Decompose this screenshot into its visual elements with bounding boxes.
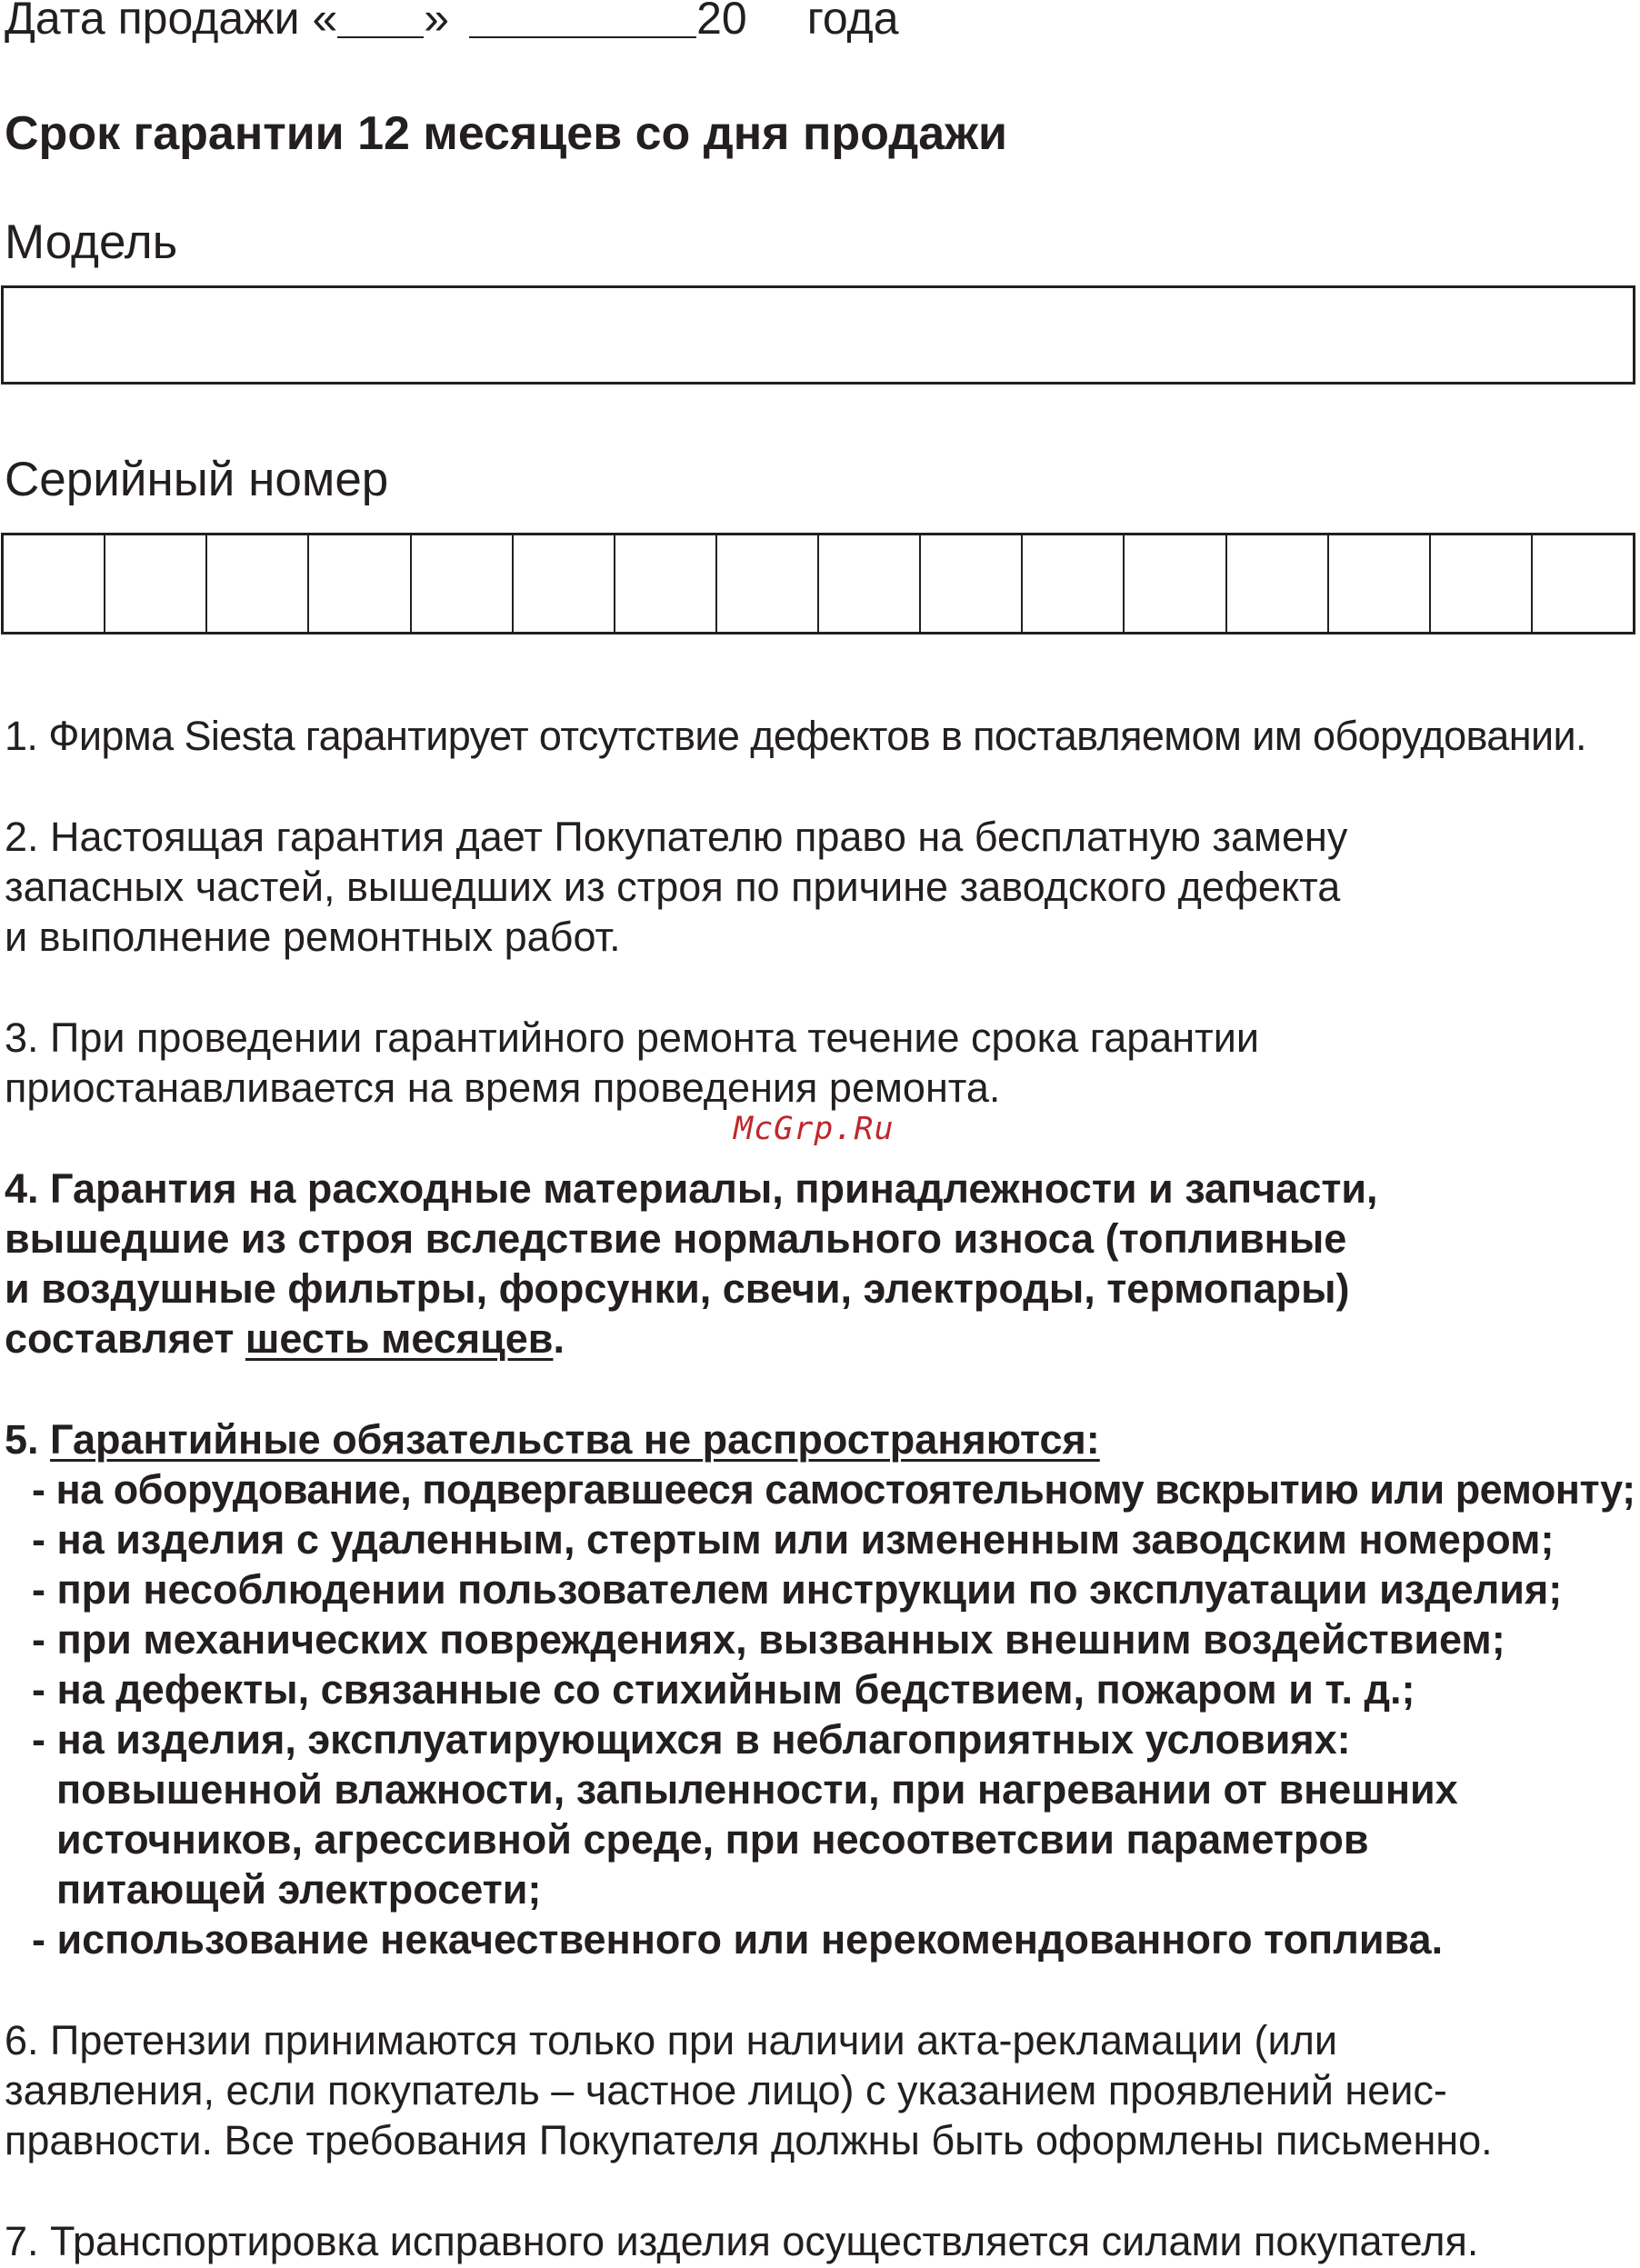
serial-digit-cell[interactable]: [1431, 535, 1533, 632]
model-label: Модель: [5, 215, 178, 269]
clause-4-line: и воздушные фильтры, форсунки, свечи, электроды, термопары): [5, 1265, 1350, 1312]
clause-5-title-line: [5, 1414, 1100, 1465]
serial-digit-cell[interactable]: [207, 535, 309, 632]
clause-2-line: и выполнение ремонтных работ.: [5, 914, 621, 960]
clause-5-item: - использование некачественного или нерекомендованного топлива.: [32, 1916, 1444, 1963]
serial-digit-cell[interactable]: [412, 535, 514, 632]
serial-number-grid: [1, 533, 1635, 634]
clause-4-line: вышедшие из строя вследствие нормального износа (топливные: [5, 1215, 1347, 1262]
clause-3-line: 3. При проведении гарантийного ремонта течение срока гарантии: [5, 1014, 1260, 1061]
clause-5-item: - на дефекты, связанные со стихийным бедствием, пожаром и т. д.;: [32, 1666, 1415, 1713]
clause-5-continuation: повышенной влажности, запыленности, при нагревании от внешних: [56, 1766, 1458, 1813]
serial-digit-cell[interactable]: [1125, 535, 1226, 632]
serial-digit-cell[interactable]: [4, 535, 105, 632]
sale-date-label: Дата продажи «: [5, 0, 338, 44]
serial-digit-cell[interactable]: [921, 535, 1023, 632]
clause-7: 7. Транспортировка исправного изделия осуществляется силами покупателя.: [5, 2218, 1479, 2264]
clause-5-title: Гарантийные обязательства не распространяются:: [50, 1416, 1100, 1463]
clause-3-line: приостанавливается на время проведения ремонта.: [5, 1064, 1001, 1111]
clause-5-continuation: питающей электросети;: [56, 1866, 542, 1913]
clause-6-line: 6. Претензии принимаются только при наличии акта-рекламации (или: [5, 2017, 1338, 2063]
serial-digit-cell[interactable]: [514, 535, 615, 632]
model-field[interactable]: [1, 285, 1635, 385]
clause-5-item: - на изделия, эксплуатирующихся в неблагоприятных условиях:: [32, 1716, 1351, 1763]
clause-6-line: правности. Все требования Покупателя должны быть оформлены письменно.: [5, 2117, 1493, 2163]
sale-date-quote: »: [424, 0, 450, 44]
clause-2-line: запасных частей, вышедших из строя по причине заводского дефекта: [5, 864, 1341, 910]
clause-5-item: - на оборудование, подвергавшееся самостоятельному вскрытию или ремонту;: [32, 1466, 1635, 1513]
clause-5-number: 5.: [5, 1416, 51, 1463]
serial-digit-cell[interactable]: [1533, 535, 1633, 632]
clause-5-item: - при механических повреждениях, вызванных внешним воздействием;: [32, 1616, 1505, 1663]
serial-digit-cell[interactable]: [615, 535, 717, 632]
warranty-heading: Срок гарантии 12 месяцев со дня продажи: [5, 107, 1007, 160]
clause-5-continuation: источников, агрессивной среде, при несоответсвии параметров: [56, 1816, 1369, 1863]
serial-digit-cell[interactable]: [1227, 535, 1329, 632]
serial-digit-cell[interactable]: [819, 535, 921, 632]
serial-digit-cell[interactable]: [717, 535, 819, 632]
serial-digit-cell[interactable]: [1023, 535, 1125, 632]
sale-month-blank[interactable]: [469, 0, 696, 38]
sale-date-line: [5, 0, 899, 45]
clause-2-line: 2. Настоящая гарантия дает Покупателю право на бесплатную замену: [5, 814, 1348, 860]
sale-day-blank[interactable]: [337, 0, 424, 38]
serial-digit-cell[interactable]: [1329, 535, 1431, 632]
clause-4-line: 4. Гарантия на расходные материалы, принадлежности и запчасти,: [5, 1165, 1378, 1212]
clause-5-item: - на изделия с удаленным, стертым или измененным заводским номером;: [32, 1516, 1555, 1563]
serial-digit-cell[interactable]: [105, 535, 207, 632]
clause-4-period: шесть месяцев: [245, 1315, 554, 1362]
clause-6-line: заявления, если покупатель – частное лицо) с указанием проявлений неис-: [5, 2067, 1447, 2113]
serial-digit-cell[interactable]: [309, 535, 411, 632]
clause-4-last-line: [5, 1314, 565, 1364]
serial-label: Серийный номер: [5, 453, 389, 506]
clause-1: 1. Фирма Siesta гарантирует отсутствие дефектов в поставляемом им оборудовании.: [5, 713, 1586, 759]
clause-5-item: - при несоблюдении пользователем инструкции по эксплуатации изделия;: [32, 1566, 1563, 1613]
clause-4-suffix: .: [553, 1315, 565, 1362]
sale-year-word: года: [806, 0, 899, 44]
watermark: McGrp.Ru: [734, 1111, 895, 1147]
sale-year-prefix: 20: [696, 0, 747, 44]
clause-4-prefix: составляет: [5, 1315, 245, 1362]
